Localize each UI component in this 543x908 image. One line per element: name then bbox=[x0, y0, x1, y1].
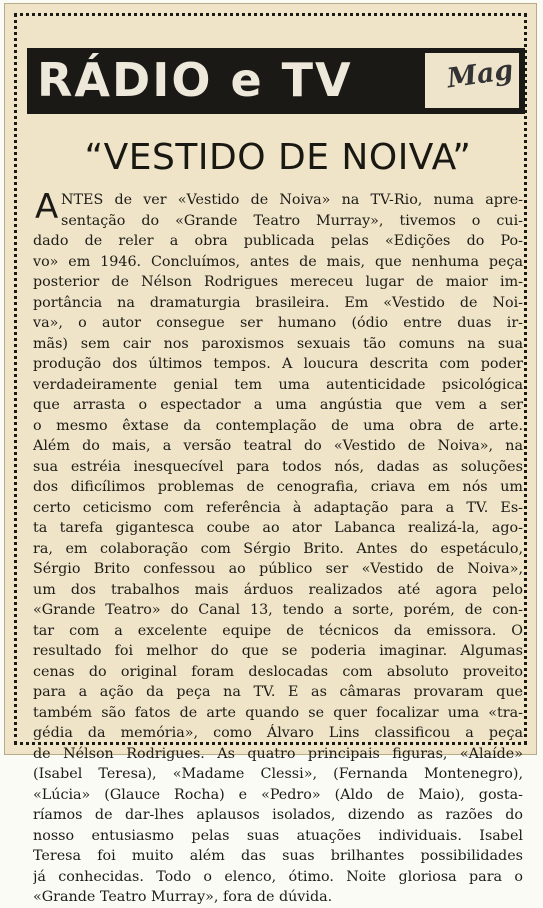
article-line: sua estréia inesquecível para todos nós, dadas as soluções bbox=[33, 458, 523, 475]
article-body bbox=[33, 187, 523, 908]
section-banner bbox=[27, 48, 525, 114]
article-line: posterior de Nélson Rodrigues mereceu lugar de maior im- bbox=[33, 274, 523, 290]
article-line: um dos trabalhos mais árduos realizados até agora pelo bbox=[33, 581, 523, 598]
article-line: Teresa foi muito além das suas brilhantes possibilidades bbox=[33, 848, 523, 864]
article-headline: “VESTIDO DE NOIVA” bbox=[84, 137, 472, 178]
article-line: também são fatos de arte quando se quer focalizar uma «tra- bbox=[33, 704, 523, 721]
article-line: gédia da memória», como Álvaro Lins classificou a peça bbox=[33, 725, 523, 741]
article-line: certo ceticismo com referência à adaptação para a TV. Es- bbox=[33, 499, 523, 516]
article-line: cenas do original foram deslocadas com absoluto proveito bbox=[33, 663, 523, 680]
article-line: portância na dramaturgia brasileira. Em «Vestido de Noi- bbox=[33, 294, 523, 311]
article-line: ríamos de dar-lhes aplausos isolados, dizendo as razões do bbox=[33, 807, 523, 823]
article-line: para a ação da peça na TV. E as câmaras provaram que bbox=[33, 684, 523, 700]
article-line: verdadeiramente genial tem uma autenticidade psicológica bbox=[33, 376, 523, 393]
handwritten-tag: Mag bbox=[445, 54, 516, 95]
article-line: tar com a excelente equipe de técnicos da emissora. O bbox=[33, 622, 523, 639]
article-line: «Lúcia» (Glauce Rocha) e «Pedro» (Aldo de Maio), gosta- bbox=[33, 786, 523, 803]
article-line: ra, em colaboração com Sérgio Brito. Antes do espetáculo, bbox=[33, 540, 523, 557]
newspaper-clipping bbox=[4, 3, 537, 905]
article-line: Além do mais, a versão teatral do «Vestido de Noiva», na bbox=[33, 438, 523, 454]
article-line: va», o autor consegue ser humano (ódio entre duas ir- bbox=[33, 315, 523, 331]
article-line: «Grande Teatro Murray», fora de dúvida. bbox=[33, 889, 333, 905]
article-line: de Nélson Rodrigues. As quatro principais figuras, «Alaíde» bbox=[33, 745, 523, 762]
article-line: «Grande Teatro» do Canal 13, tendo a sorte, porém, de con- bbox=[33, 602, 523, 618]
drop-cap: A bbox=[35, 187, 59, 227]
section-title: RÁDIO e TV bbox=[37, 53, 353, 107]
article-line: sentação do «Grande Teatro Murray», tivemos o cui- bbox=[61, 212, 523, 229]
article-line: ta tarefa gigantesca coube ao ator Labanca realizá-la, ago- bbox=[33, 520, 523, 536]
article-line: vo» em 1946. Concluímos, antes de mais, que nenhuma peça bbox=[33, 253, 523, 270]
article-line: que arrasta o espectador a uma angústia que vem a ser bbox=[33, 397, 523, 413]
article-line: nosso entusiasmo pelas suas atuações individuais. Isabel bbox=[33, 827, 523, 844]
article-line: produção dos últimos tempos. A loucura descrita com poder bbox=[33, 356, 523, 372]
handwritten-tag-box bbox=[425, 53, 519, 108]
article-line: já conhecidas. Todo o elenco, ótimo. Noite gloriosa para o bbox=[33, 868, 523, 885]
article-line: NTES de ver «Vestido de Noiva» na TV-Rio, numa apre- bbox=[61, 192, 523, 208]
article-line: resultado foi melhor do que se poderia imaginar. Algumas bbox=[33, 643, 523, 659]
article-line: dos dificílimos problemas de cenografia, criava em nós um bbox=[33, 479, 523, 495]
article-line: mãs) sem cair nos paroxismos sexuais tão comuns na sua bbox=[33, 335, 523, 352]
article-line: Sérgio Brito confessou ao público ser «Vestido de Noiva», bbox=[33, 561, 523, 577]
article-line: o mesmo êxtase da contemplação de uma obra de arte. bbox=[33, 417, 523, 434]
article-line: dado de reler a obra publicada pelas «Edições do Po- bbox=[33, 233, 523, 249]
article-line: (Isabel Teresa), «Madame Clessi», (Fernanda Montenegro), bbox=[33, 766, 523, 782]
